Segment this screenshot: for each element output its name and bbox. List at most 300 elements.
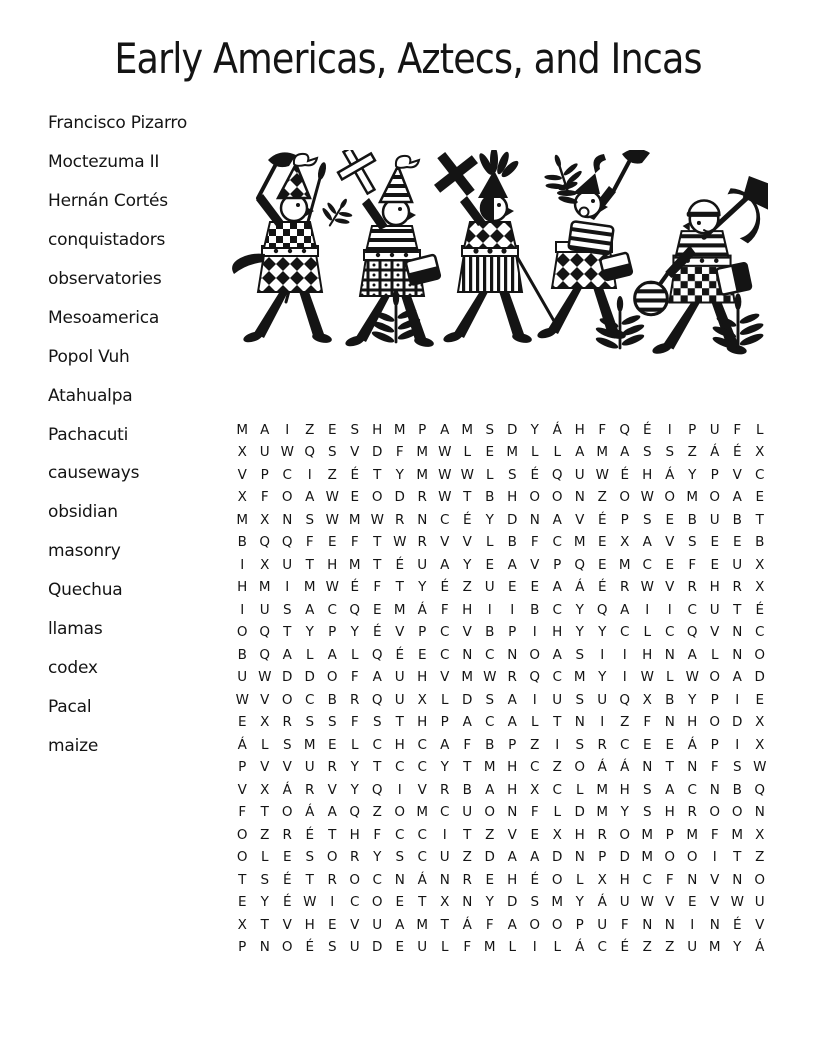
- grid-letter: O: [619, 489, 631, 505]
- grid-letter: N: [574, 849, 585, 865]
- grid-letter: I: [285, 579, 290, 595]
- grid-letter: A: [552, 579, 562, 595]
- grid-letter: D: [507, 421, 518, 438]
- grid-letter: L: [530, 714, 539, 730]
- grid-letter: A: [327, 646, 337, 663]
- grid-letter: P: [620, 511, 629, 528]
- grid-letter: H: [507, 489, 518, 505]
- grid-letter: A: [530, 849, 540, 865]
- grid-letter: F: [350, 714, 359, 730]
- grid-letter: E: [237, 894, 247, 910]
- grid-letter: I: [555, 736, 560, 753]
- grid-letter: C: [552, 669, 562, 685]
- grid-letter: A: [552, 646, 562, 663]
- grid-letter: V: [462, 534, 472, 550]
- grid-letter: M: [596, 804, 609, 820]
- grid-letter: V: [327, 781, 337, 798]
- grid-letter: É: [282, 871, 292, 888]
- grid-letter: M: [618, 556, 631, 573]
- grid-letter: I: [240, 601, 245, 618]
- grid-letter: A: [687, 646, 697, 663]
- grid-letter: F: [710, 826, 719, 843]
- grid-letter: R: [440, 781, 450, 798]
- grid-letter: A: [462, 714, 472, 730]
- grid-letter: M: [708, 939, 721, 955]
- grid-letter: É: [597, 511, 607, 528]
- grid-letter: Á: [237, 736, 247, 753]
- grid-letter: E: [665, 736, 675, 753]
- word-list-item: observatories: [48, 269, 162, 289]
- grid-letter: F: [350, 669, 359, 685]
- word-list-item: obsidian: [48, 502, 118, 523]
- grid-letter: R: [597, 736, 607, 753]
- grid-letter: V: [710, 894, 720, 910]
- grid-letter: T: [395, 714, 404, 730]
- grid-letter: U: [259, 601, 270, 618]
- grid-letter: Y: [463, 556, 472, 573]
- grid-letter: F: [373, 826, 382, 843]
- grid-letter: O: [664, 849, 676, 865]
- grid-letter: B: [665, 691, 675, 708]
- grid-letter: A: [620, 444, 630, 460]
- grid-letter: D: [372, 444, 383, 460]
- grid-letter: W: [393, 534, 407, 550]
- grid-letter: W: [235, 691, 249, 708]
- grid-letter: P: [710, 691, 719, 708]
- grid-letter: U: [709, 601, 720, 618]
- grid-letter: E: [485, 556, 495, 573]
- grid-letter: H: [687, 714, 698, 730]
- grid-letter: M: [303, 579, 316, 595]
- grid-letter: C: [282, 466, 292, 483]
- grid-letter: X: [755, 556, 765, 573]
- spear-icon: [286, 161, 558, 328]
- grid-letter: N: [462, 894, 473, 910]
- grid-letter: O: [619, 826, 631, 843]
- grid-letter: U: [709, 511, 720, 528]
- grid-letter: A: [305, 601, 315, 618]
- grid-letter: E: [237, 714, 247, 730]
- grid-letter: E: [597, 534, 607, 550]
- grid-letter: S: [732, 759, 742, 775]
- grid-letter: V: [350, 916, 360, 933]
- grid-letter: Z: [620, 714, 630, 730]
- grid-letter: M: [641, 826, 654, 843]
- grid-letter: P: [508, 736, 517, 753]
- grid-letter: O: [686, 849, 698, 865]
- grid-letter: R: [282, 714, 292, 730]
- grid-letter: L: [575, 781, 584, 798]
- grid-letter: M: [483, 939, 496, 955]
- grid-letter: C: [372, 736, 382, 753]
- grid-letter: Q: [574, 556, 586, 573]
- grid-letter: I: [307, 466, 312, 483]
- grid-letter: M: [551, 894, 564, 910]
- grid-letter: U: [732, 556, 743, 573]
- grid-letter: X: [440, 894, 450, 910]
- grid-letter: É: [395, 556, 405, 573]
- grid-letter: T: [463, 826, 472, 843]
- grid-letter: S: [642, 511, 652, 528]
- word-list-item: Mesoamerica: [48, 307, 160, 328]
- grid-letter: É: [305, 826, 315, 843]
- grid-letter: V: [440, 534, 450, 550]
- grid-letter: I: [667, 421, 672, 438]
- grid-letter: N: [574, 489, 585, 505]
- grid-letter: N: [754, 804, 765, 820]
- grid-letter: T: [260, 804, 269, 820]
- grid-letter: H: [642, 466, 653, 483]
- grid-letter: W: [730, 894, 744, 910]
- grid-letter: Á: [597, 759, 607, 775]
- grid-letter: P: [238, 939, 247, 955]
- grid-letter: É: [732, 444, 742, 460]
- grid-letter: I: [330, 894, 335, 910]
- grid-letter: C: [665, 624, 675, 640]
- grid-letter: N: [394, 871, 405, 888]
- grid-letter: D: [754, 669, 765, 685]
- grid-letter: C: [755, 466, 765, 483]
- grid-letter: Q: [349, 804, 361, 820]
- grid-letter: M: [686, 489, 699, 505]
- grid-letter: R: [327, 759, 337, 775]
- grid-letter: C: [687, 781, 697, 798]
- grid-letter: R: [417, 534, 427, 550]
- grid-letter: V: [417, 781, 427, 798]
- grid-letter: Á: [282, 781, 292, 798]
- grid-letter: Y: [688, 691, 697, 708]
- grid-letter: O: [281, 691, 293, 708]
- word-list-item: causeways: [48, 463, 140, 484]
- grid-letter: O: [754, 871, 766, 888]
- grid-letter: I: [397, 781, 402, 798]
- grid-letter: E: [395, 939, 405, 955]
- grid-letter: U: [709, 421, 720, 438]
- grid-letter: T: [373, 466, 382, 483]
- grid-letter: Y: [733, 939, 742, 955]
- grid-letter: Q: [349, 601, 361, 618]
- grid-letter: H: [574, 421, 585, 438]
- grid-letter: H: [709, 579, 720, 595]
- grid-letter: U: [304, 759, 315, 775]
- grid-letter: C: [417, 826, 427, 843]
- grid-letter: L: [508, 939, 517, 955]
- grid-letter: É: [462, 511, 472, 528]
- grid-letter: T: [733, 849, 742, 865]
- grid-letter: É: [282, 894, 292, 910]
- grid-letter: C: [417, 736, 427, 753]
- grid-letter: X: [530, 781, 540, 798]
- grid-letter: V: [755, 916, 765, 933]
- grid-letter: C: [530, 759, 540, 775]
- grid-letter: W: [325, 489, 339, 505]
- grid-letter: E: [530, 579, 540, 595]
- grid-letter: U: [687, 939, 698, 955]
- grid-letter: C: [620, 736, 630, 753]
- grid-letter: Y: [620, 804, 629, 820]
- grid-letter: Z: [260, 826, 270, 843]
- grid-letter: M: [686, 826, 699, 843]
- grid-letter: S: [642, 444, 652, 460]
- grid-letter: E: [417, 646, 427, 663]
- grid-letter: Z: [642, 939, 652, 955]
- grid-letter: I: [532, 939, 537, 955]
- grid-letter: Q: [259, 624, 271, 640]
- grid-letter: S: [575, 736, 585, 753]
- grid-letter: Z: [462, 849, 472, 865]
- grid-letter: É: [620, 939, 630, 955]
- grid-letter: E: [327, 534, 337, 550]
- grid-letter: U: [754, 894, 765, 910]
- grid-letter: T: [755, 511, 764, 528]
- grid-letter: S: [642, 781, 652, 798]
- grid-letter: P: [710, 736, 719, 753]
- grid-letter: Z: [327, 466, 337, 483]
- grid-letter: X: [260, 511, 270, 528]
- grid-letter: Z: [462, 579, 472, 595]
- grid-letter: C: [687, 601, 697, 618]
- grid-letter: U: [619, 894, 630, 910]
- grid-letter: F: [463, 736, 472, 753]
- grid-letter: C: [485, 646, 495, 663]
- grid-letter: Á: [665, 466, 675, 483]
- grid-letter: E: [372, 601, 382, 618]
- grid-letter: U: [259, 444, 270, 460]
- grid-letter: Á: [575, 939, 585, 955]
- grid-letter: P: [688, 421, 697, 438]
- grid-letter: E: [327, 916, 337, 933]
- grid-letter: F: [598, 421, 607, 438]
- grid-letter: W: [640, 489, 654, 505]
- grid-letter: A: [620, 601, 630, 618]
- grid-letter: N: [664, 916, 675, 933]
- word-list-item: masonry: [48, 541, 121, 562]
- grid-letter: I: [240, 556, 245, 573]
- grid-letter: M: [348, 556, 361, 573]
- grid-letter: L: [553, 804, 562, 820]
- grid-letter: I: [645, 601, 650, 618]
- grid-letter: A: [552, 511, 562, 528]
- grid-letter: Q: [596, 601, 608, 618]
- grid-letter: W: [325, 511, 339, 528]
- grid-letter: Z: [305, 421, 315, 438]
- grid-letter: T: [440, 916, 449, 933]
- grid-letter: Q: [259, 534, 271, 550]
- grid-letter: M: [393, 421, 406, 438]
- grid-letter: F: [463, 939, 472, 955]
- grid-letter: O: [394, 804, 406, 820]
- grid-letter: Y: [260, 894, 269, 910]
- grid-letter: P: [553, 556, 562, 573]
- grid-letter: O: [236, 826, 248, 843]
- grid-letter: N: [417, 511, 428, 528]
- grid-letter: W: [483, 669, 497, 685]
- grid-letter: A: [260, 421, 270, 438]
- grid-letter: C: [305, 691, 315, 708]
- word-list-item: Popol Vuh: [48, 346, 130, 367]
- grid-letter: O: [281, 489, 293, 505]
- grid-letter: S: [350, 421, 360, 438]
- grid-letter: T: [373, 534, 382, 550]
- grid-letter: T: [283, 624, 292, 640]
- grid-letter: H: [574, 826, 585, 843]
- grid-letter: É: [530, 871, 540, 888]
- grid-letter: Y: [350, 624, 359, 640]
- grid-letter: D: [552, 849, 563, 865]
- grid-letter: M: [596, 781, 609, 798]
- grid-letter: É: [395, 646, 405, 663]
- grid-letter: D: [304, 669, 315, 685]
- grid-letter: E: [282, 849, 292, 865]
- grid-letter: L: [665, 669, 674, 685]
- grid-letter: V: [237, 466, 247, 483]
- grid-letter: I: [532, 624, 537, 640]
- grid-letter: U: [597, 916, 608, 933]
- grid-letter: T: [305, 556, 314, 573]
- grid-letter: A: [282, 646, 292, 663]
- grid-letter: O: [371, 489, 383, 505]
- grid-letter: Á: [417, 871, 427, 888]
- grid-letter: L: [553, 444, 562, 460]
- grid-letter: C: [417, 849, 427, 865]
- grid-letter: I: [735, 736, 740, 753]
- grid-letter: E: [395, 894, 405, 910]
- branch-icon: [316, 190, 360, 233]
- grid-letter: T: [373, 759, 382, 775]
- grid-letter: X: [260, 714, 270, 730]
- grid-letter: H: [619, 871, 630, 888]
- grid-letter: I: [532, 691, 537, 708]
- grid-letter: O: [529, 489, 541, 505]
- grid-letter: É: [642, 421, 652, 438]
- grid-letter: I: [622, 646, 627, 663]
- grid-letter: V: [575, 511, 585, 528]
- word-search-grid: [231, 419, 771, 959]
- grid-letter: E: [665, 556, 675, 573]
- grid-letter: M: [416, 916, 429, 933]
- grid-letter: U: [552, 691, 563, 708]
- grid-letter: H: [394, 736, 405, 753]
- grid-letter: S: [507, 466, 517, 483]
- grid-letter: F: [485, 916, 494, 933]
- grid-letter: N: [439, 871, 450, 888]
- grid-letter: F: [260, 489, 269, 505]
- grid-letter: I: [622, 669, 627, 685]
- grid-letter: Y: [485, 894, 494, 910]
- grid-letter: Y: [440, 759, 449, 775]
- grid-letter: I: [600, 646, 605, 663]
- grid-letter: F: [620, 916, 629, 933]
- grid-letter: S: [305, 714, 315, 730]
- grid-letter: V: [395, 624, 405, 640]
- grid-letter: C: [395, 826, 405, 843]
- page-title: Early Americas, Aztecs, and Incas: [114, 34, 702, 83]
- grid-letter: A: [575, 444, 585, 460]
- grid-letter: C: [440, 624, 450, 640]
- grid-letter: W: [640, 579, 654, 595]
- grid-letter: E: [665, 511, 675, 528]
- grid-letter: X: [755, 579, 765, 595]
- grid-letter: C: [372, 871, 382, 888]
- grid-letter: M: [483, 759, 496, 775]
- grid-letter: L: [485, 466, 494, 483]
- grid-letter: P: [508, 624, 517, 640]
- grid-letter: N: [732, 646, 743, 663]
- word-list-item: llamas: [48, 619, 103, 640]
- grid-letter: M: [573, 534, 586, 550]
- grid-letter: A: [507, 849, 517, 865]
- grid-letter: E: [755, 489, 765, 505]
- grid-letter: V: [350, 444, 360, 460]
- grid-letter: O: [484, 804, 496, 820]
- grid-letter: S: [395, 849, 405, 865]
- grid-letter: E: [642, 736, 652, 753]
- grid-letter: C: [552, 534, 562, 550]
- grid-letter: A: [395, 916, 405, 933]
- grid-letter: T: [328, 826, 337, 843]
- grid-letter: Z: [665, 939, 675, 955]
- grid-letter: D: [732, 714, 743, 730]
- grid-letter: E: [755, 691, 765, 708]
- grid-letter: B: [462, 781, 472, 798]
- grid-letter: Á: [462, 916, 472, 933]
- grid-letter: R: [620, 579, 630, 595]
- grid-letter: W: [370, 511, 384, 528]
- grid-letter: M: [506, 444, 519, 460]
- grid-letter: C: [395, 759, 405, 775]
- grid-letter: X: [237, 489, 247, 505]
- grid-letter: V: [665, 894, 675, 910]
- grid-letter: F: [373, 579, 382, 595]
- word-list-item: Moctezuma II: [48, 152, 160, 173]
- grid-letter: B: [755, 534, 765, 550]
- grid-letter: C: [417, 759, 427, 775]
- grid-letter: É: [372, 624, 382, 640]
- grid-letter: N: [664, 646, 675, 663]
- grid-letter: A: [665, 781, 675, 798]
- grid-letter: Q: [754, 781, 766, 798]
- grid-letter: X: [260, 781, 270, 798]
- grid-letter: O: [371, 894, 383, 910]
- grid-letter: Z: [597, 489, 607, 505]
- grid-letter: V: [507, 826, 517, 843]
- grid-letter: L: [350, 736, 359, 753]
- grid-letter: É: [755, 601, 765, 618]
- grid-letter: Y: [305, 624, 314, 640]
- grid-letter: H: [507, 871, 518, 888]
- grid-letter: U: [417, 556, 428, 573]
- grid-letter: Y: [530, 421, 539, 438]
- grid-letter: X: [552, 826, 562, 843]
- grid-letter: R: [327, 871, 337, 888]
- word-list-item: conquistadors: [48, 230, 166, 251]
- grid-letter: N: [687, 759, 698, 775]
- grid-letter: L: [305, 646, 314, 663]
- grid-letter: I: [285, 421, 290, 438]
- grid-letter: H: [417, 714, 428, 730]
- grid-letter: Á: [552, 421, 562, 438]
- grid-letter: A: [327, 804, 337, 820]
- grid-letter: H: [304, 916, 315, 933]
- aztec-warriors-drawing-icon: [228, 150, 768, 357]
- grid-letter: I: [442, 826, 447, 843]
- grid-letter: S: [687, 534, 697, 550]
- grid-letter: C: [485, 714, 495, 730]
- grid-letter: O: [664, 489, 676, 505]
- grid-letter: N: [282, 511, 293, 528]
- grid-letter: X: [237, 444, 247, 460]
- grid-letter: T: [373, 556, 382, 573]
